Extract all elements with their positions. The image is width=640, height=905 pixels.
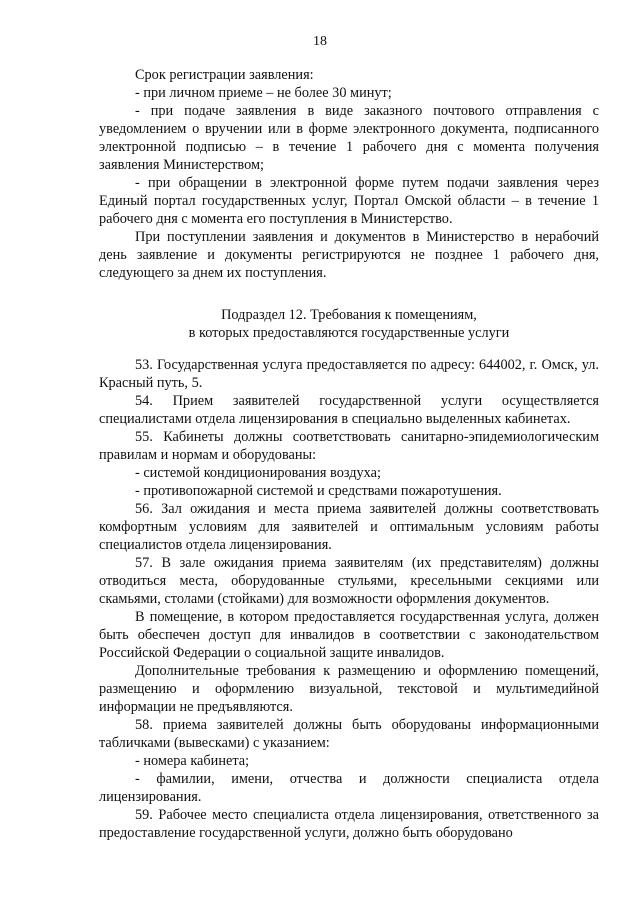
subsection-heading [99,306,599,342]
subsection-heading-line-1: Подраздел 12. Требования к помещениям, [221,307,477,323]
paragraph-58-item-name: - фамилии, имени, отчества и должности специалиста отдела лицензирования. [99,771,599,805]
subsection-heading-line-2: в которых предоставляются государственные услуги [188,325,510,341]
page-number: 18 [313,34,327,49]
paragraph-58-item-room: - номера кабинета; [135,753,250,769]
registration-item-mail: - при подаче заявления в виде заказного почтового отправления с уведомлением о вручении или в форме электронного документа, подписанного электронной подписью – в течение 1 рабочего дня с момента получения заявления Министерством; [99,103,599,173]
paragraph-57: 57. В зале ожидания приема заявителям (их представителям) должны отводиться места, оборудованные стульями, кресельными секциями или скамьями, столами (стойками) для возможности оформления документов. [99,555,599,607]
paragraph-53: 53. Государственная услуга предоставляется по адресу: 644002, г. Омск, ул. Красный путь, 5. [99,357,599,391]
paragraph-56: 56. Зал ожидания и места приема заявителей должны соответствовать комфортным условиям для заявителей и оптимальным условиям работы специалистов отдела лицензирования. [99,501,599,553]
paragraph-59: 59. Рабочее место специалиста отдела лицензирования, ответственного за предоставление государственной услуги, должно быть оборудовано [99,807,599,841]
paragraph-55: 55. Кабинеты должны соответствовать санитарно-эпидемиологическим правилам и нормам и оборудованы: [99,429,599,463]
paragraph-58: 58. приема заявителей должны быть оборудованы информационными табличками (вывесками) с указанием: [99,717,599,751]
paragraph-54: 54. Прием заявителей государственной услуги осуществляется специалистами отдела лицензирования в специально выделенных кабинетах. [99,393,599,427]
paragraph-additional-requirements: Дополнительные требования к размещению и оформлению помещений, размещению и оформлению визуальной, текстовой и мультимедийной информации не предъявляются. [99,663,599,715]
registration-period-title: Срок регистрации заявления: [135,67,314,83]
registration-nonworking-day: При поступлении заявления и документов в Министерство в нерабочий день заявление и документы регистрируются не позднее 1 рабочего дня, следующего за днем их поступления. [99,229,599,281]
paragraph-accessibility: В помещение, в котором предоставляется государственная услуга, должен быть обеспечен доступ для инвалидов в соответствии с законодательством Российской Федерации о социальной защите инвалидов. [99,609,599,661]
paragraph-55-item-fire: - противопожарной системой и средствами пожаротушения. [135,483,502,499]
paragraph-55-item-air: - системой кондиционирования воздуха; [135,465,381,481]
registration-item-personal: - при личном приеме – не более 30 минут; [135,85,392,101]
registration-item-electronic: - при обращении в электронной форме путем подачи заявления через Единый портал государственных услуг, Портал Омской области – в течение 1 рабочего дня с момента его поступления в Министерство. [99,175,599,227]
document-body [99,66,599,842]
